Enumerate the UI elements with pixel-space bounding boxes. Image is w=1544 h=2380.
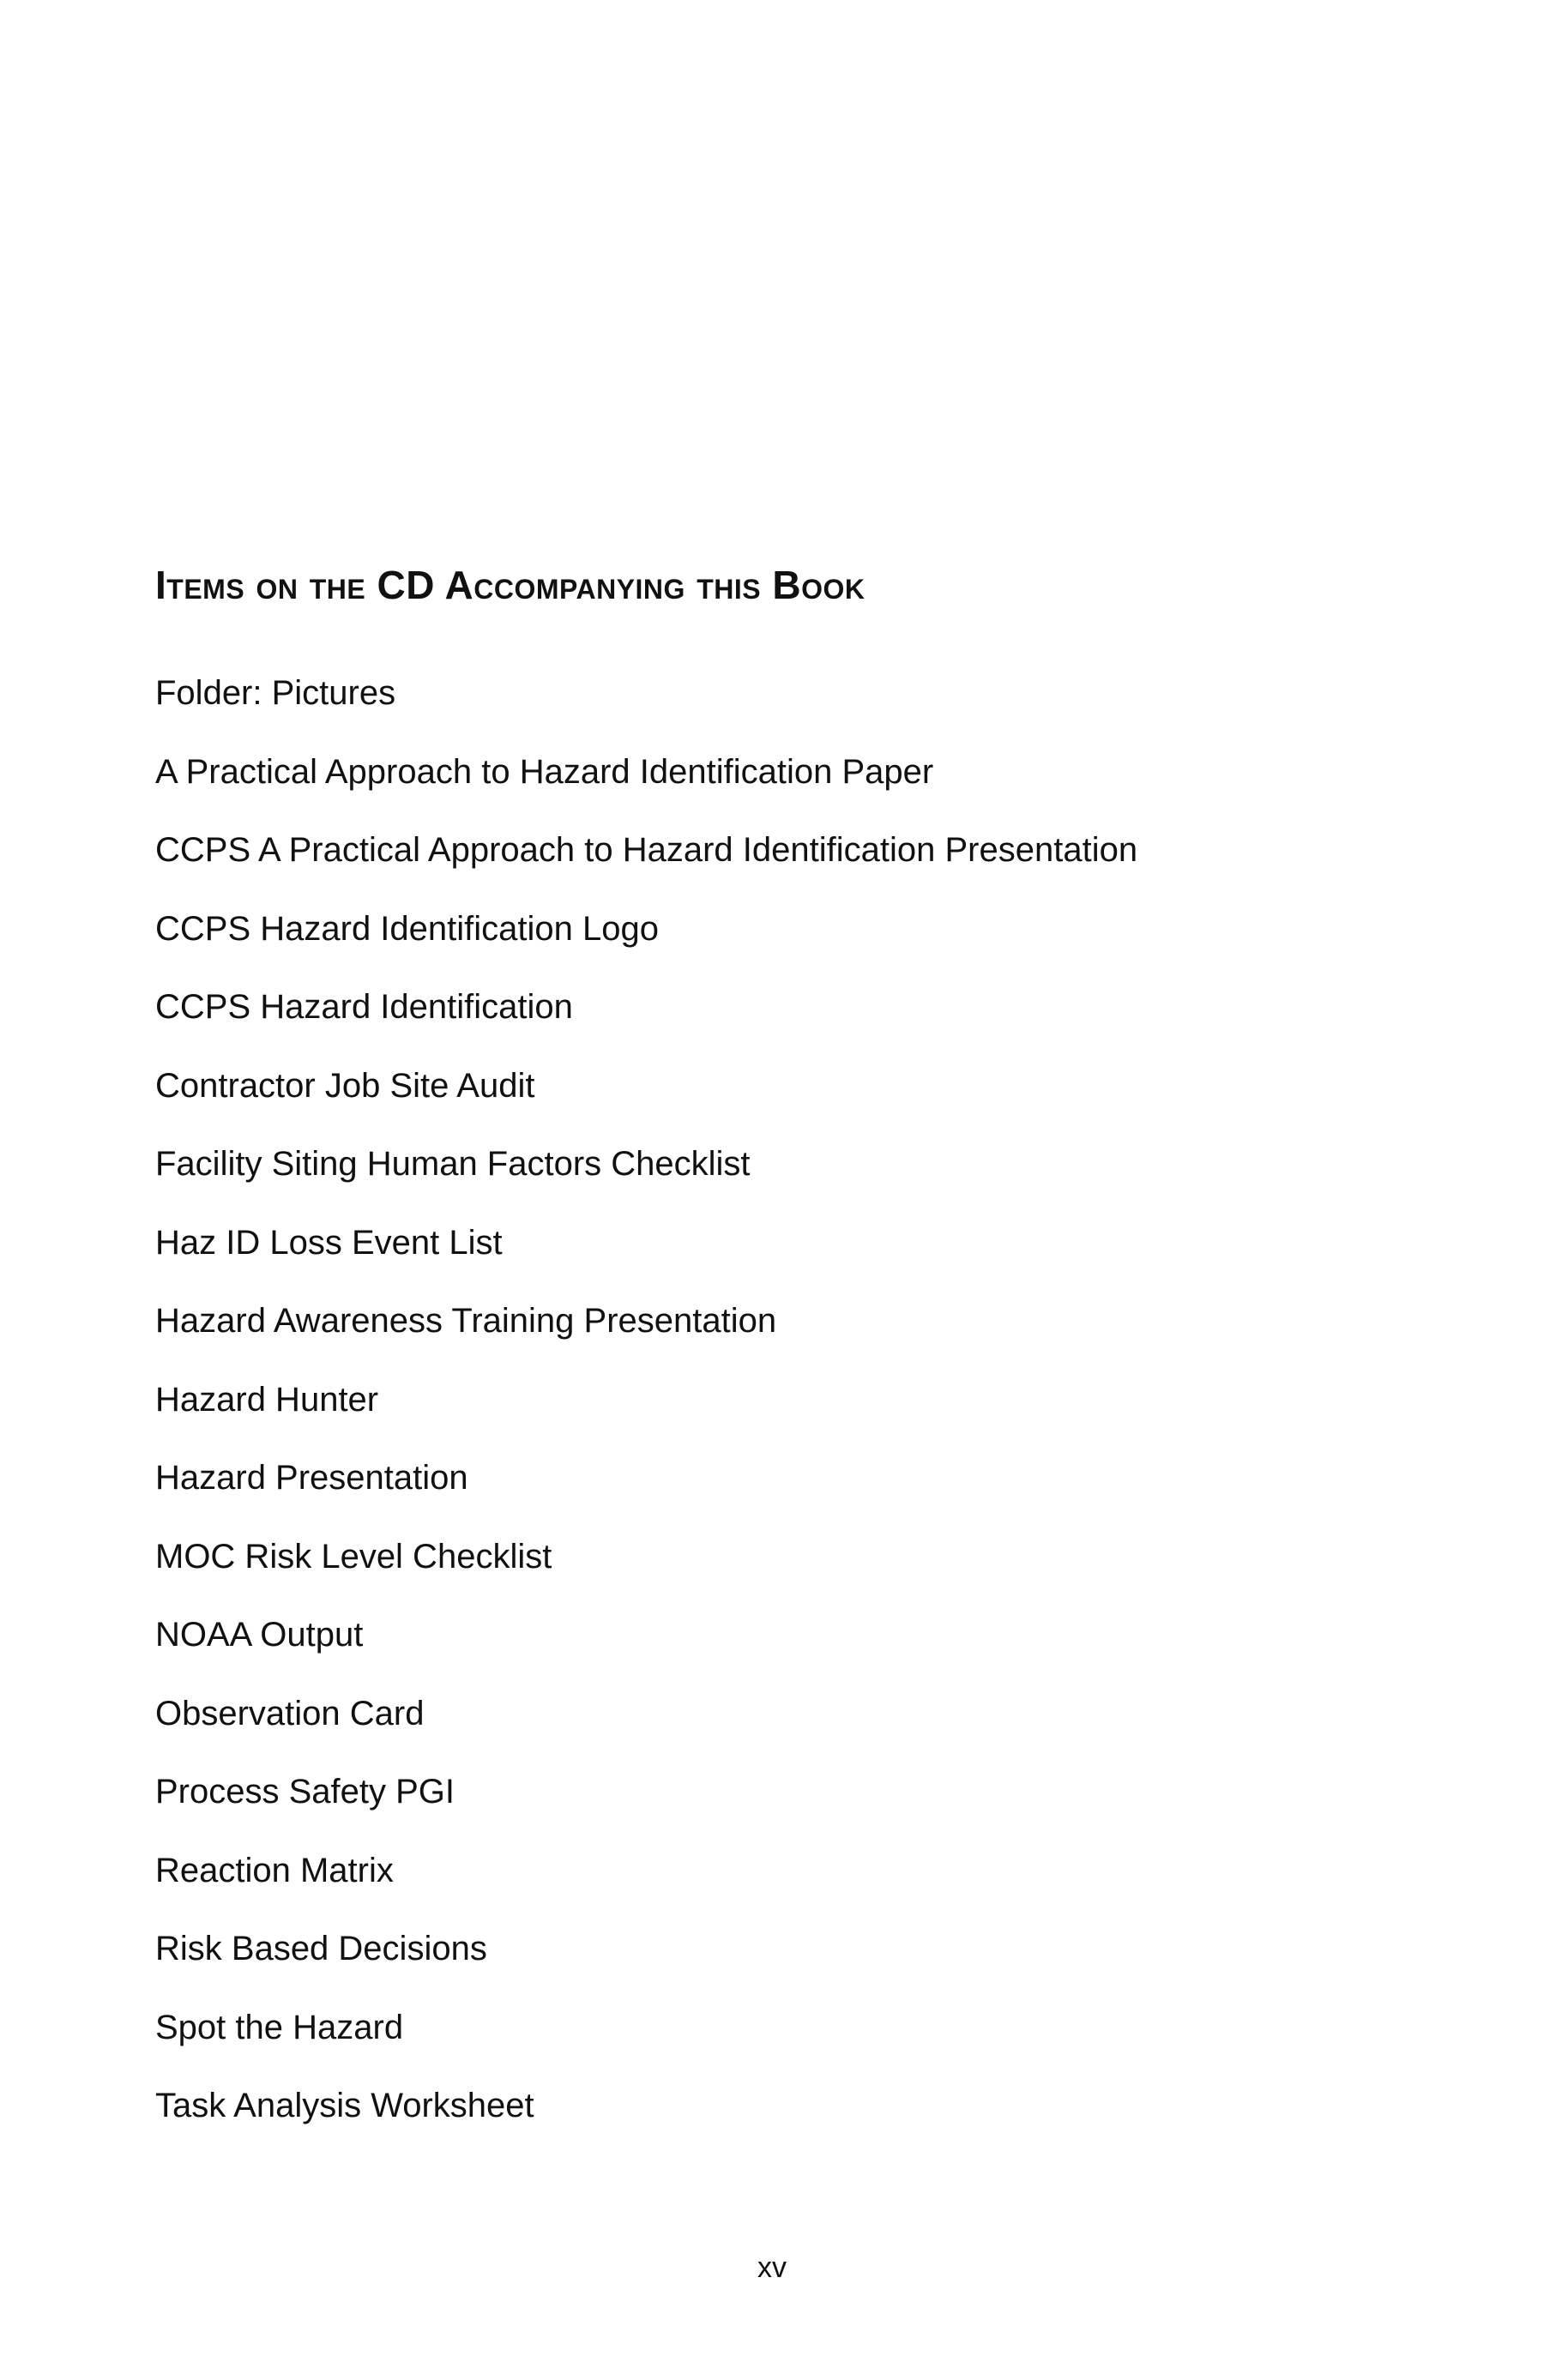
list-item: Hazard Hunter [155, 1380, 379, 1419]
list-item: Facility Siting Human Factors Checklist [155, 1145, 751, 1183]
list-item: A Practical Approach to Hazard Identification Paper [155, 752, 934, 791]
list-item: Folder: Pictures [155, 674, 396, 712]
list-item: Hazard Awareness Training Presentation [155, 1302, 777, 1340]
list-item: Task Analysis Worksheet [155, 2087, 534, 2124]
list-item: Spot the Hazard [155, 2008, 404, 2046]
list-item: Observation Card [155, 1694, 425, 1732]
list-item: Haz ID Loss Event List [155, 1223, 503, 1262]
list-item: Risk Based Decisions [155, 1930, 487, 1967]
list-item: Hazard Presentation [155, 1459, 468, 1497]
list-item: CCPS A Practical Approach to Hazard Identification Presentation [155, 831, 1138, 869]
list-item: CCPS Hazard Identification [155, 988, 573, 1026]
section-heading: Items on the CD Accompanying this Book [155, 562, 865, 607]
page-number: xv [757, 2251, 787, 2284]
cd-items-list [155, 673, 1137, 2165]
list-item: Contractor Job Site Audit [155, 1066, 535, 1105]
list-item: MOC Risk Level Checklist [155, 1537, 552, 1576]
list-item: Reaction Matrix [155, 1851, 394, 1889]
list-item: Process Safety PGI [155, 1773, 455, 1811]
list-item: CCPS Hazard Identification Logo [155, 909, 659, 948]
list-item: NOAA Output [155, 1616, 364, 1654]
